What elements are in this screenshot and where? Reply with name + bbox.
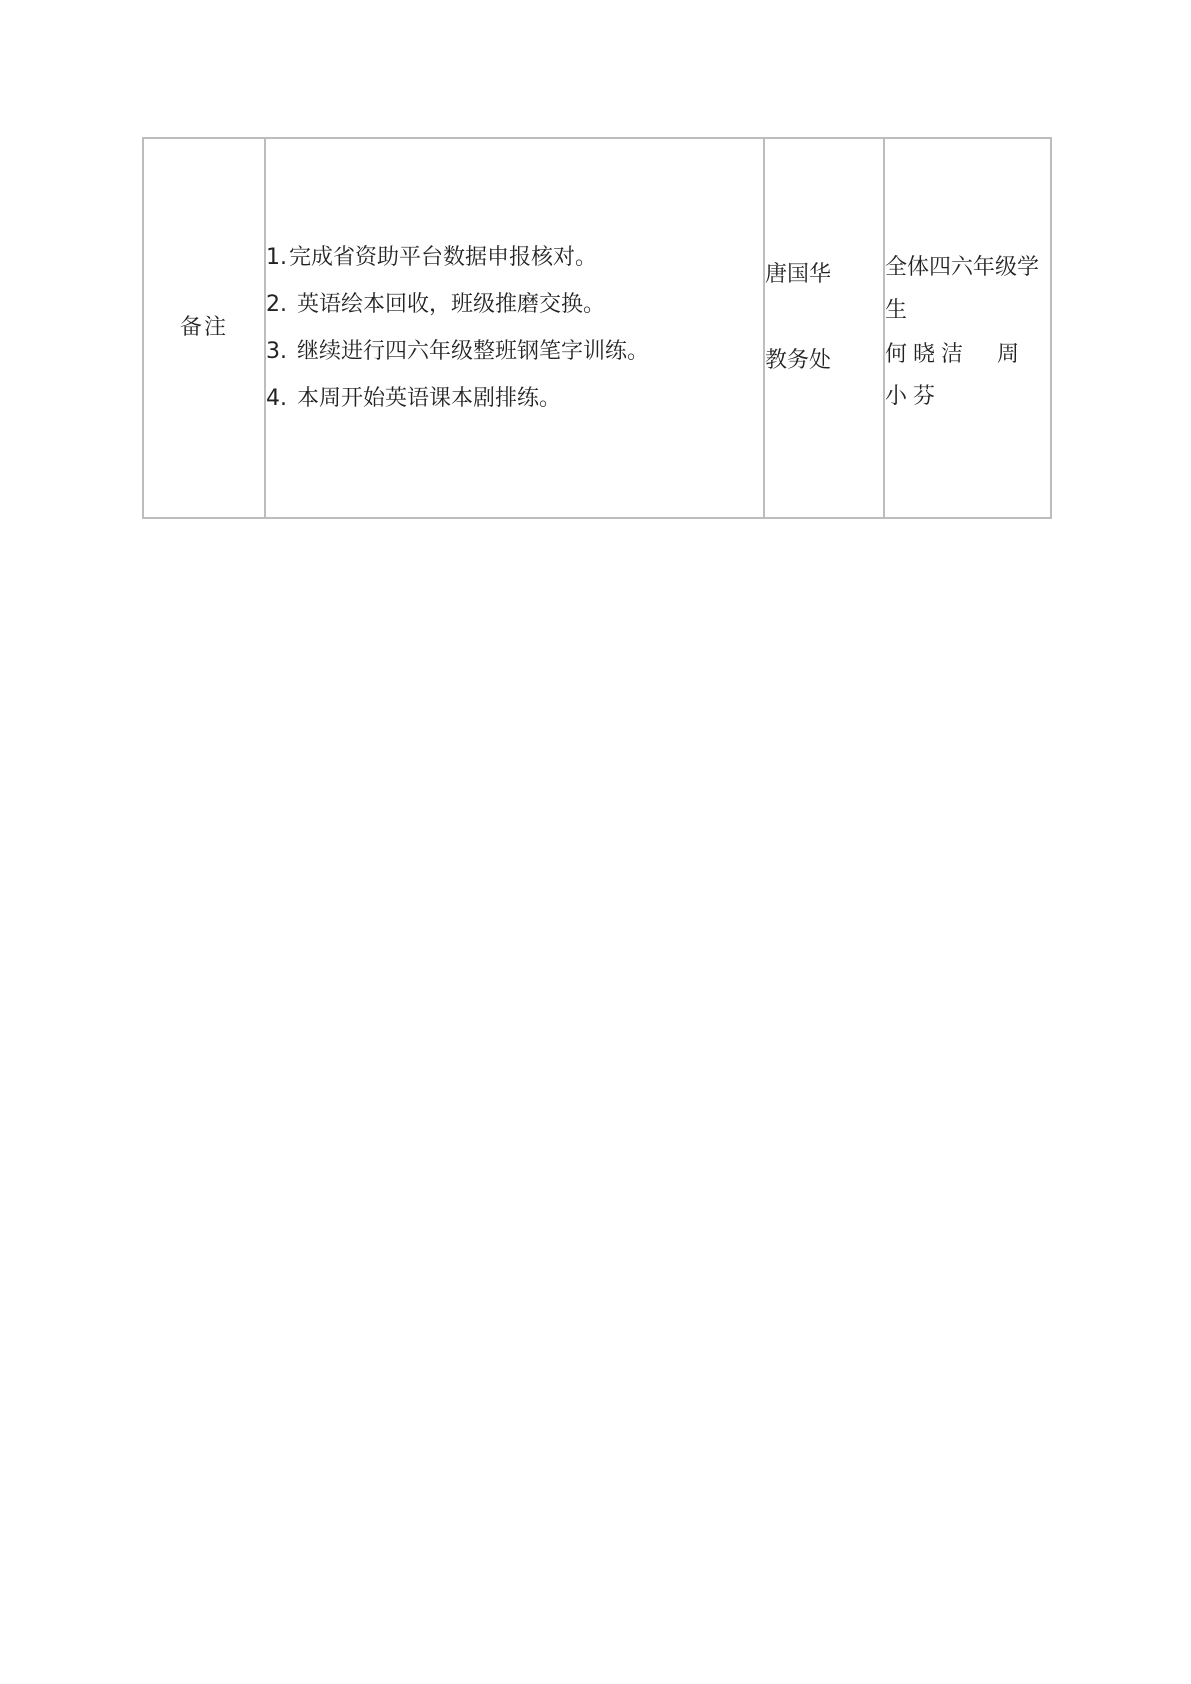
list-item-text: 完成省资助平台数据申报核对。 <box>289 245 598 270</box>
notes-label: 备注 <box>179 315 228 341</box>
target-list <box>885 246 1050 418</box>
notes-item-list <box>266 234 763 422</box>
list-item-text: 继续进行四六年级整班钢笔字训练。 <box>297 339 650 364</box>
list-item-number: 2. <box>266 292 287 317</box>
list-item-number: 4. <box>266 386 287 411</box>
list-item-number: 3. <box>266 339 287 364</box>
owner-cell <box>764 138 884 518</box>
list-item-text: 本周开始英语课本剧排练。 <box>297 386 562 411</box>
owner-name: 唐国华 <box>765 262 832 288</box>
notes-content-cell <box>265 138 764 518</box>
list-item <box>266 328 763 375</box>
list-item <box>266 281 763 328</box>
list-item <box>266 234 763 281</box>
owner-list <box>765 260 883 375</box>
owner-department: 教务处 <box>765 348 832 373</box>
notes-table <box>142 137 1052 519</box>
target-teachers: 何晓洁 周小芬 <box>885 342 1026 409</box>
list-item-text: 英语绘本回收，班级推磨交换。 <box>297 292 606 317</box>
target-cell <box>884 138 1051 518</box>
list-item-number: 1. <box>266 245 287 270</box>
notes-row <box>143 138 1051 518</box>
list-item <box>266 375 763 422</box>
target-group: 全体四六年级学生 <box>885 255 1040 323</box>
notes-label-cell <box>143 138 265 518</box>
